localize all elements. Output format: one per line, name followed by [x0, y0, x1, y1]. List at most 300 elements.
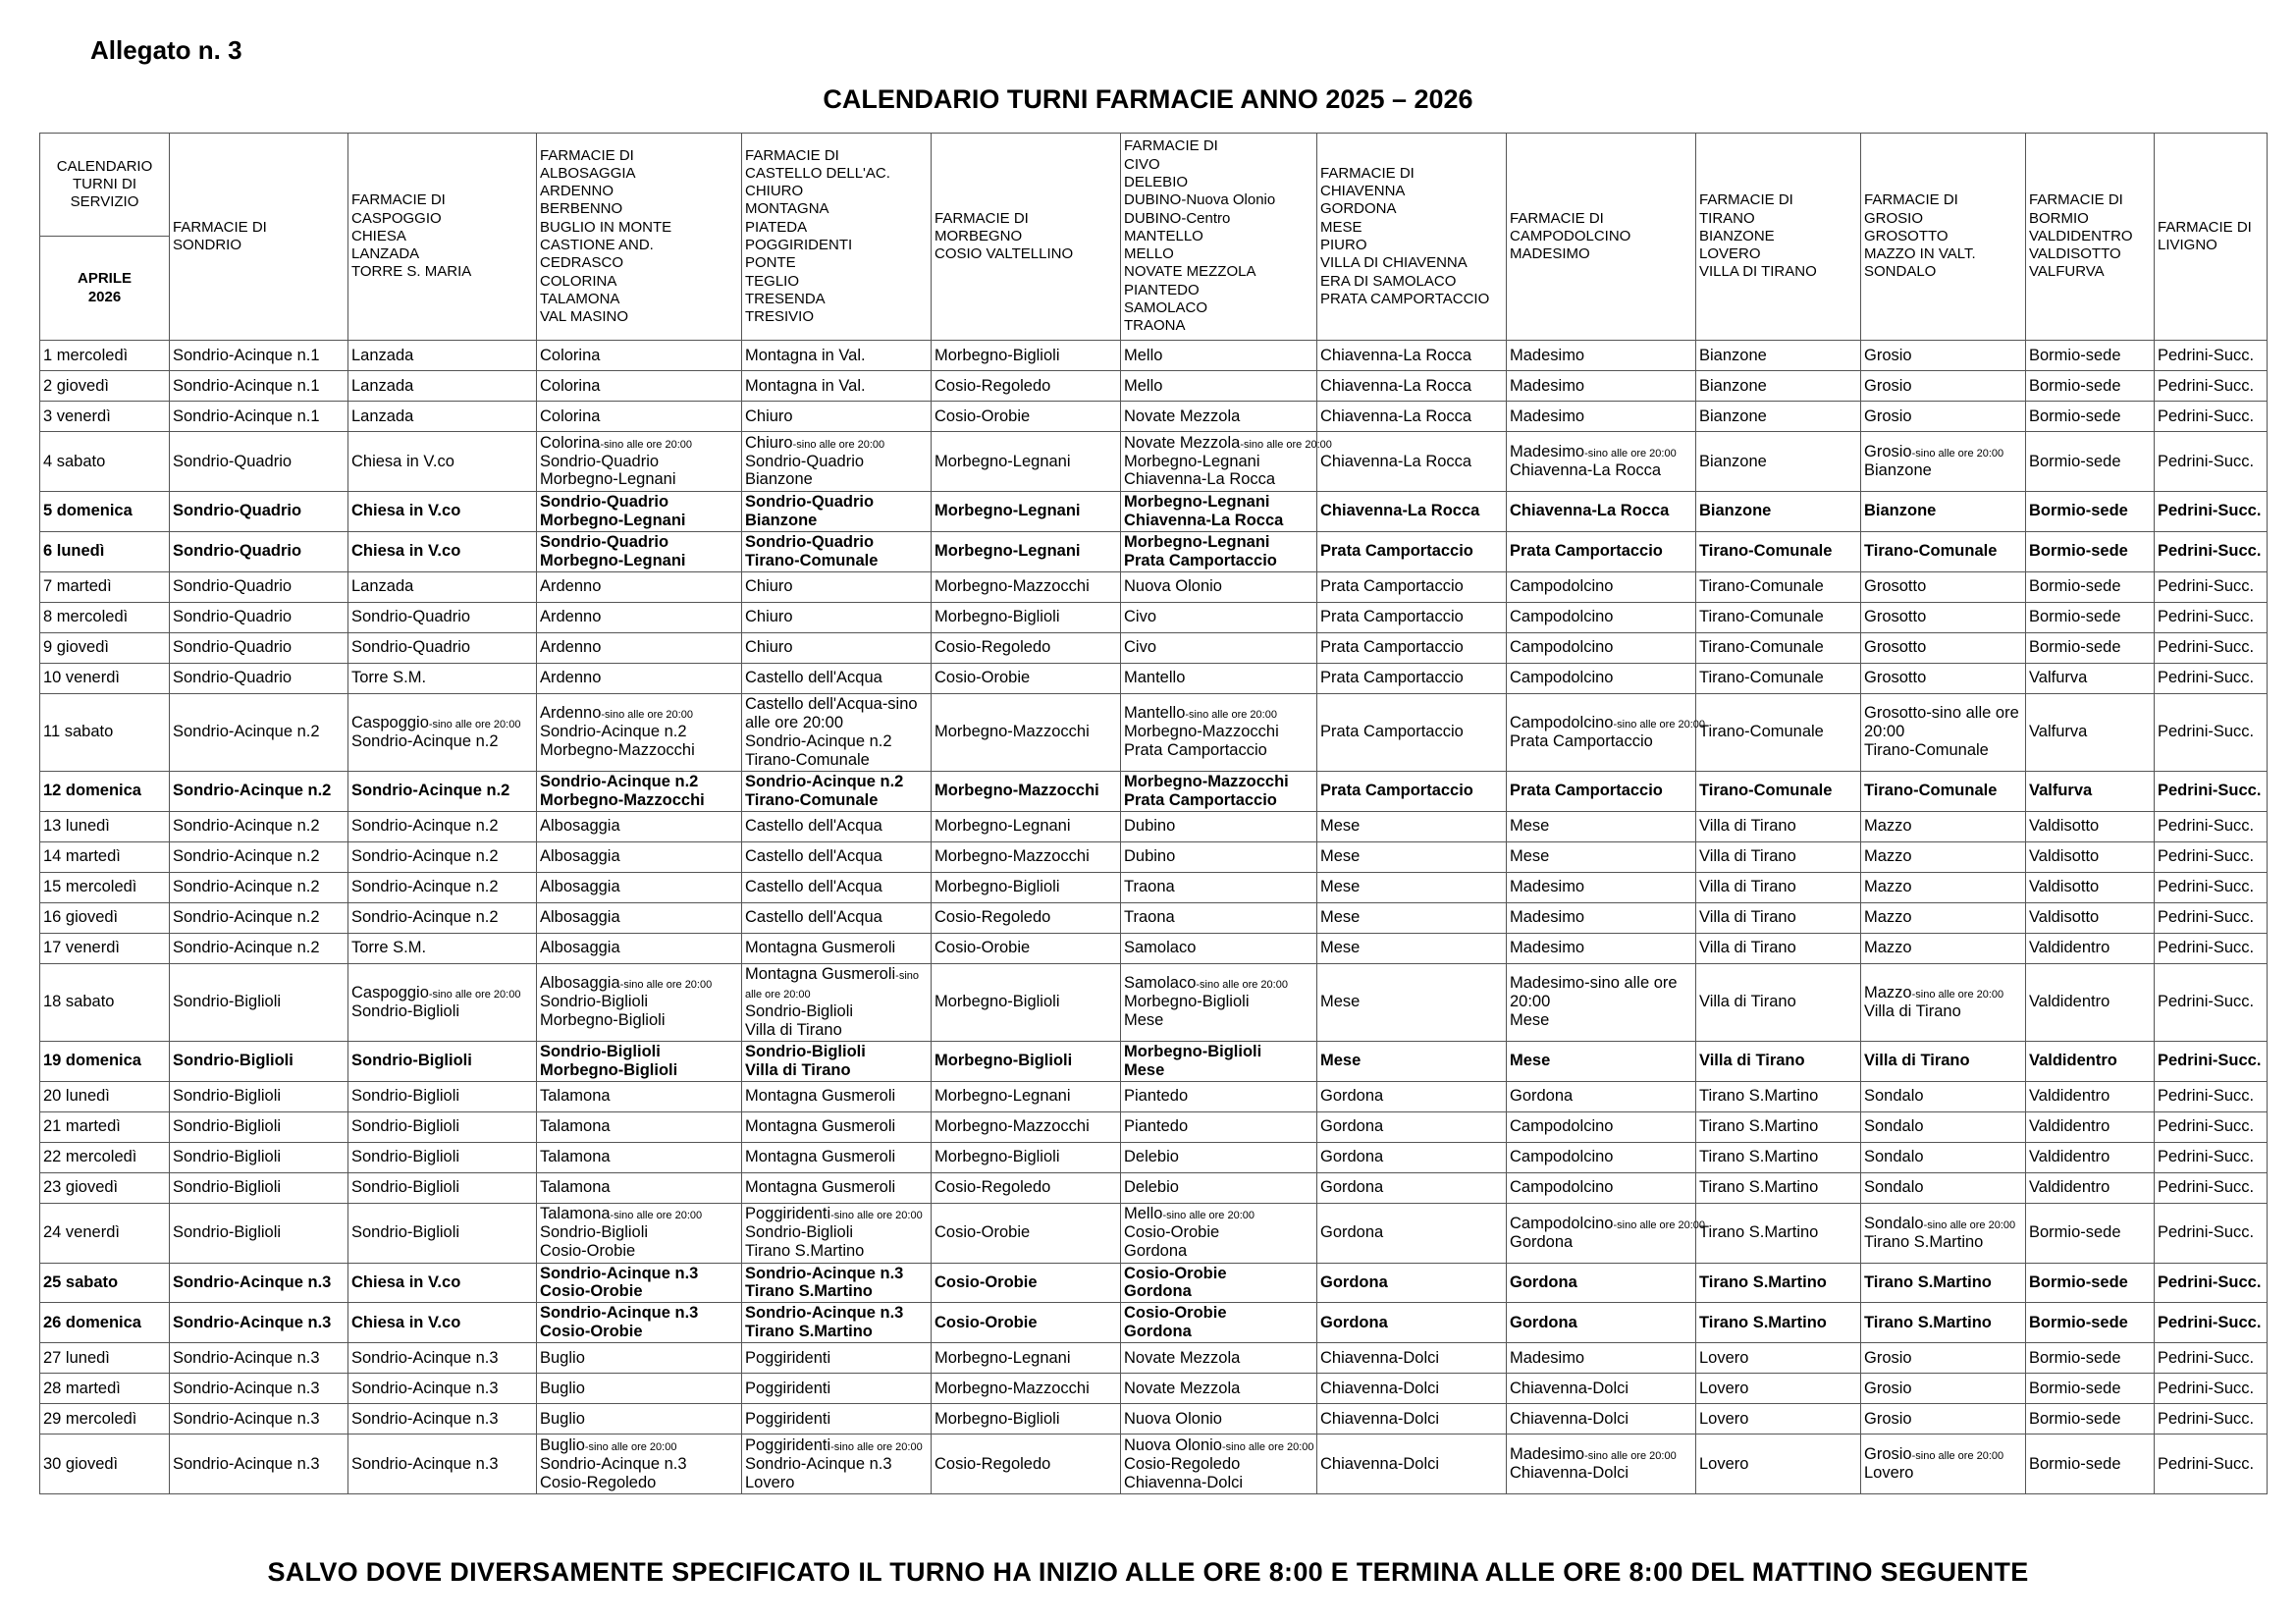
schedule-cell-line	[1124, 1436, 1313, 1455]
column-header-line: VALDIDENTRO	[2029, 227, 2133, 244]
schedule-cell: Tirano S.Martino	[1696, 1111, 1861, 1142]
schedule-cell: Sondrio-Quadrio	[170, 492, 348, 532]
schedule-cell: Valfurva	[2026, 693, 2155, 771]
schedule-cell-line: Sondrio-Acinque n.2	[540, 723, 687, 741]
schedule-cell-line: Sondrio-Biglioli	[745, 1223, 854, 1242]
schedule-cell: Albosaggia	[537, 933, 742, 963]
month-label-line: APRILE	[77, 270, 132, 288]
column-header-line: BUGLIO IN MONTE	[540, 218, 672, 236]
schedule-cell: Pedrini-Succ.	[2155, 402, 2268, 432]
schedule-cell: Cosio-Orobie	[932, 402, 1121, 432]
schedule-cell-line: Madesimo-sino alle ore	[1510, 974, 1678, 993]
schedule-cell-line: Morbegno-Biglioli	[1124, 993, 1250, 1011]
schedule-cell-line-main: Poggiridenti	[745, 1435, 831, 1454]
schedule-cell	[537, 1263, 742, 1303]
schedule-cell-line-main: Grosio	[1864, 1445, 1912, 1464]
day-cell: 24 venerdì	[40, 1203, 170, 1263]
schedule-cell	[537, 1041, 742, 1081]
schedule-cell: Ardenno	[537, 663, 742, 693]
schedule-cell	[742, 531, 932, 571]
schedule-cell: Pedrini-Succ.	[2155, 841, 2268, 872]
schedule-cell: Bianzone	[1696, 402, 1861, 432]
column-header-line: CHIURO	[745, 183, 804, 200]
schedule-cell-line: Lovero	[745, 1473, 795, 1491]
schedule-cell-line-main: Grosio	[1864, 443, 1912, 461]
schedule-cell-line-main: Samolaco	[1124, 974, 1197, 993]
schedule-cell: Tirano S.Martino	[1696, 1142, 1861, 1172]
schedule-cell: Sondrio-Quadrio	[170, 432, 348, 492]
schedule-cell: Sondrio-Biglioli	[170, 1111, 348, 1142]
schedule-cell: Morbegno-Legnani	[932, 1343, 1121, 1374]
schedule-cell	[742, 1041, 932, 1081]
schedule-cell: Bormio-sede	[2026, 492, 2155, 532]
schedule-cell	[1121, 1041, 1317, 1081]
schedule-cell-line: Morbegno-Legnani	[540, 551, 686, 569]
schedule-cell-time-note: -sino alle ore 20:00	[1240, 438, 1332, 451]
schedule-cell-line	[1124, 704, 1313, 723]
schedule-cell: Sondrio-Quadrio	[170, 571, 348, 602]
column-header-line: TRESENDA	[745, 290, 826, 307]
schedule-cell-line	[1124, 1205, 1313, 1223]
schedule-cell: Madesimo	[1507, 1343, 1696, 1374]
day-cell: 19 domenica	[40, 1041, 170, 1081]
column-header-line: ERA DI SAMOLACO	[1320, 272, 1457, 290]
schedule-cell: Chiesa in V.co	[348, 1303, 537, 1343]
schedule-cell-line: Villa di Tirano	[745, 1020, 842, 1039]
schedule-cell: Delebio	[1121, 1142, 1317, 1172]
schedule-cell-time-note: -sino alle ore 20:00	[1911, 988, 2004, 1001]
schedule-cell: Talamona	[537, 1081, 742, 1111]
schedule-cell: Sondrio-Acinque n.3	[170, 1404, 348, 1435]
schedule-cell-line: Sondrio-Biglioli	[745, 1042, 866, 1060]
day-cell: 4 sabato	[40, 432, 170, 492]
schedule-cell-line: Villa di Tirano	[745, 1060, 851, 1079]
day-cell: 10 venerdì	[40, 663, 170, 693]
schedule-cell: Lanzada	[348, 571, 537, 602]
schedule-cell	[1121, 771, 1317, 811]
schedule-cell: Mazzo	[1861, 902, 2026, 933]
schedule-cell-line-main: Sondalo	[1864, 1214, 1924, 1232]
schedule-cell: Mese	[1317, 902, 1507, 933]
schedule-cell-line	[745, 965, 928, 984]
schedule-cell	[1121, 1203, 1317, 1263]
schedule-cell: Morbegno-Biglioli	[932, 963, 1121, 1041]
schedule-cell: Morbegno-Legnani	[932, 531, 1121, 571]
schedule-cell: Sondalo	[1861, 1172, 2026, 1203]
schedule-cell: Cosio-Orobie	[932, 663, 1121, 693]
schedule-cell: Sondrio-Biglioli	[170, 1172, 348, 1203]
column-header-line: MELLO	[1124, 245, 1174, 263]
schedule-cell: Bormio-sede	[2026, 1203, 2155, 1263]
schedule-cell-line	[1510, 443, 1692, 461]
day-cell: 30 giovedì	[40, 1435, 170, 1494]
schedule-cell: Mese	[1317, 811, 1507, 841]
day-cell: 2 giovedì	[40, 371, 170, 402]
column-header-line: CAMPODOLCINO	[1510, 227, 1631, 244]
schedule-cell: Sondrio-Biglioli	[170, 1041, 348, 1081]
schedule-cell: Villa di Tirano	[1861, 1041, 2026, 1081]
schedule-cell: Chiavenna-La Rocca	[1317, 402, 1507, 432]
schedule-cell-line: Sondrio-Quadrio	[745, 532, 875, 551]
day-cell: 9 giovedì	[40, 632, 170, 663]
schedule-cell: Gordona	[1507, 1303, 1696, 1343]
schedule-cell: Villa di Tirano	[1696, 811, 1861, 841]
schedule-cell: Sondrio-Biglioli	[170, 1203, 348, 1263]
schedule-cell-line: Morbegno-Mazzocchi	[1124, 772, 1289, 790]
column-header-line: TRAONA	[1124, 317, 1186, 335]
table-row	[40, 1374, 2268, 1404]
schedule-cell: Chiavenna-Dolci	[1507, 1404, 1696, 1435]
schedule-cell-line	[351, 984, 533, 1002]
schedule-cell: Sondrio-Acinque n.1	[170, 341, 348, 371]
schedule-cell-line: Tirano S.Martino	[745, 1241, 865, 1260]
schedule-cell: Castello dell'Acqua	[742, 663, 932, 693]
column-header-line: FARMACIE DI	[2029, 191, 2123, 209]
calendar-label-cell	[40, 134, 170, 237]
schedule-cell: Cosio-Regoledo	[932, 371, 1121, 402]
column-header-6	[1121, 134, 1317, 341]
column-header-line: PIANTEDO	[1124, 281, 1200, 298]
column-header-3	[537, 134, 742, 341]
schedule-cell-line-main: Mello	[1124, 1205, 1163, 1223]
column-header-line: NOVATE MEZZOLA	[1124, 263, 1256, 281]
schedule-cell: Tirano S.Martino	[1696, 1081, 1861, 1111]
column-header-line: GROSIO	[1864, 209, 1924, 227]
schedule-cell-line: Mese	[1124, 1060, 1165, 1079]
table-row	[40, 402, 2268, 432]
calendar-label-line: TURNI DI	[73, 175, 136, 192]
schedule-cell: Prata Camportaccio	[1317, 771, 1507, 811]
schedule-cell: Grosio	[1861, 341, 2026, 371]
column-header-7	[1317, 134, 1507, 341]
schedule-cell: Sondalo	[1861, 1081, 2026, 1111]
schedule-cell-line: Sondrio-Quadrio	[540, 532, 669, 551]
schedule-cell-line	[1510, 713, 1706, 732]
column-header-line: DELEBIO	[1124, 173, 1189, 190]
schedule-cell-time-note: -sino alle ore 20:00	[1185, 709, 1277, 722]
schedule-cell: Cosio-Orobie	[932, 933, 1121, 963]
column-header-1	[170, 134, 348, 341]
column-header-line: CHIAVENNA	[1320, 183, 1406, 200]
schedule-cell-line: Sondrio-Quadrio	[540, 493, 669, 511]
schedule-cell	[537, 432, 742, 492]
calendar-label-line: CALENDARIO	[56, 157, 153, 175]
schedule-cell: Ardenno	[537, 632, 742, 663]
schedule-cell-time-note: -sino alle ore 20:00	[428, 718, 521, 731]
schedule-cell: Dubino	[1121, 811, 1317, 841]
column-header-line: FARMACIE DI	[351, 191, 446, 209]
schedule-cell-line: Sondrio-Biglioli	[540, 1042, 661, 1060]
column-header-line: DUBINO-Nuova Olonio	[1124, 191, 1276, 209]
column-header-line: MANTELLO	[1124, 227, 1203, 244]
schedule-cell-line: Sondrio-Acinque n.3	[745, 1304, 904, 1323]
schedule-cell: Sondrio-Biglioli	[348, 1111, 537, 1142]
schedule-cell-line-main: Campodolcino	[1510, 713, 1614, 731]
schedule-cell: Madesimo	[1507, 902, 1696, 933]
schedule-cell: Delebio	[1121, 1172, 1317, 1203]
page-title: CALENDARIO TURNI FARMACIE ANNO 2025 – 2026	[823, 84, 1473, 114]
schedule-cell: Gordona	[1507, 1263, 1696, 1303]
column-header-line: SONDRIO	[173, 237, 242, 253]
schedule-cell: Villa di Tirano	[1696, 872, 1861, 902]
schedule-cell: Mazzo	[1861, 933, 2026, 963]
schedule-cell-line: 20:00	[1510, 993, 1551, 1011]
schedule-cell: Colorina	[537, 341, 742, 371]
schedule-cell: Sondrio-Acinque n.1	[170, 371, 348, 402]
schedule-cell: Madesimo	[1507, 341, 1696, 371]
schedule-cell: Tirano S.Martino	[1861, 1263, 2026, 1303]
column-header-line: FARMACIE DI	[934, 209, 1029, 227]
table-row	[40, 1203, 2268, 1263]
schedule-cell-line: Cosio-Orobie	[1124, 1264, 1227, 1282]
schedule-cell	[348, 693, 537, 771]
schedule-cell: Morbegno-Mazzocchi	[932, 841, 1121, 872]
schedule-cell: Chiavenna-La Rocca	[1317, 371, 1507, 402]
day-cell: 11 sabato	[40, 693, 170, 771]
schedule-cell: Chiavenna-La Rocca	[1317, 492, 1507, 532]
schedule-cell: Sondrio-Biglioli	[348, 1142, 537, 1172]
schedule-cell-line: Sondrio-Acinque n.3	[745, 1264, 904, 1282]
schedule-cell: Madesimo	[1507, 933, 1696, 963]
schedule-cell-line	[540, 1436, 738, 1455]
schedule-cell: Valdisotto	[2026, 872, 2155, 902]
schedule-cell: Cosio-Regoledo	[932, 1172, 1121, 1203]
schedule-cell: Valdisotto	[2026, 841, 2155, 872]
schedule-cell-time-note: -sino alle ore 20:00	[830, 1210, 923, 1222]
schedule-cell: Pedrini-Succ.	[2155, 963, 2268, 1041]
column-header-9	[1696, 134, 1861, 341]
column-header-line: DUBINO-Centro	[1124, 209, 1231, 227]
schedule-cell-line: Tirano S.Martino	[1864, 1232, 1984, 1251]
schedule-cell: Pedrini-Succ.	[2155, 571, 2268, 602]
table-row	[40, 1081, 2268, 1111]
column-header-line: PONTE	[745, 254, 796, 272]
schedule-cell-line	[1510, 1214, 1706, 1233]
column-header-line: TORRE S. MARIA	[351, 263, 472, 281]
schedule-cell: Chiesa in V.co	[348, 531, 537, 571]
schedule-cell-line: Sondrio-Quadrio	[745, 452, 865, 470]
schedule-cell: Piantedo	[1121, 1111, 1317, 1142]
schedule-cell-line	[1864, 1445, 2022, 1464]
schedule-cell-line: Grosotto-sino alle ore	[1864, 704, 2019, 723]
column-header-line: BERBENNO	[540, 200, 623, 218]
table-row	[40, 1303, 2268, 1343]
schedule-cell: Mese	[1317, 1041, 1507, 1081]
column-header-line: VALDISOTTO	[2029, 245, 2121, 263]
schedule-cell-line-main: Caspoggio	[351, 713, 429, 731]
schedule-cell: Lovero	[1696, 1374, 1861, 1404]
schedule-cell-line: Gordona	[1510, 1232, 1574, 1251]
column-header-12	[2155, 134, 2268, 341]
schedule-cell: Pedrini-Succ.	[2155, 811, 2268, 841]
schedule-cell-line: Gordona	[1124, 1323, 1192, 1341]
schedule-cell-line: Mese	[1510, 1011, 1550, 1030]
schedule-cell-line: Sondrio-Acinque n.2	[745, 731, 892, 750]
schedule-cell-line: Prata Camportaccio	[1124, 741, 1267, 760]
table-header	[40, 134, 2268, 341]
schedule-cell-line: Morbegno-Legnani	[1124, 532, 1270, 551]
schedule-cell: Chiavenna-Dolci	[1317, 1343, 1507, 1374]
schedule-cell: Civo	[1121, 632, 1317, 663]
table-row	[40, 1343, 2268, 1374]
schedule-cell: Castello dell'Acqua	[742, 902, 932, 933]
schedule-cell	[742, 432, 932, 492]
column-header-line: FARMACIE DI	[173, 218, 267, 236]
schedule-cell-line: Cosio-Orobie	[540, 1241, 636, 1260]
schedule-cell-time-note: -sino alle ore 20:00	[601, 709, 693, 722]
day-cell: 8 mercoledì	[40, 602, 170, 632]
column-header-line: ARDENNO	[540, 183, 614, 200]
schedule-cell: Valdidentro	[2026, 1041, 2155, 1081]
day-cell: 6 lunedì	[40, 531, 170, 571]
schedule-cell: Sondrio-Biglioli	[170, 1081, 348, 1111]
schedule-cell	[1121, 693, 1317, 771]
schedule-cell: Madesimo	[1507, 872, 1696, 902]
column-header-line: SAMOLACO	[1124, 299, 1208, 317]
schedule-cell	[537, 1303, 742, 1343]
schedule-cell-time-note: -sino alle ore 20:00	[1613, 1218, 1706, 1231]
schedule-cell: Castello dell'Acqua	[742, 841, 932, 872]
schedule-cell	[1121, 492, 1317, 532]
schedule-cell: Cosio-Orobie	[932, 1203, 1121, 1263]
column-header-line: FARMACIE DI	[745, 146, 839, 164]
schedule-cell: Campodolcino	[1507, 602, 1696, 632]
schedule-cell: Cosio-Regoledo	[932, 632, 1121, 663]
schedule-cell: Gordona	[1317, 1303, 1507, 1343]
schedule-cell: Morbegno-Mazzocchi	[932, 1374, 1121, 1404]
schedule-cell	[742, 1203, 932, 1263]
schedule-cell	[1121, 1435, 1317, 1494]
schedule-cell: Pedrini-Succ.	[2155, 1374, 2268, 1404]
schedule-cell-line	[1510, 1445, 1692, 1464]
schedule-cell	[1861, 1435, 2026, 1494]
schedule-cell: Sondrio-Acinque n.3	[170, 1435, 348, 1494]
table-row	[40, 371, 2268, 402]
schedule-cell: Morbegno-Mazzocchi	[932, 771, 1121, 811]
column-header-line: TALAMONA	[540, 290, 620, 307]
schedule-cell	[537, 771, 742, 811]
schedule-cell: Chiavenna-La Rocca	[1317, 432, 1507, 492]
schedule-cell-line: Villa di Tirano	[1864, 1001, 1961, 1020]
schedule-cell-line: Tirano-Comunale	[1864, 741, 1989, 760]
schedule-cell-line: Gordona	[1124, 1282, 1192, 1301]
schedule-cell: Sondrio-Acinque n.2	[170, 902, 348, 933]
schedule-cell-time-note: -sino alle ore 20:00	[1221, 1440, 1314, 1453]
schedule-cell: Tirano S.Martino	[1696, 1263, 1861, 1303]
schedule-cell: Madesimo	[1507, 402, 1696, 432]
schedule-cell-line	[745, 434, 928, 453]
schedule-cell	[348, 963, 537, 1041]
schedule-cell-line: Cosio-Regoledo	[1124, 1454, 1241, 1473]
table-row	[40, 872, 2268, 902]
schedule-cell: Bormio-sede	[2026, 402, 2155, 432]
schedule-cell: Morbegno-Biglioli	[932, 1404, 1121, 1435]
schedule-cell: Mello	[1121, 341, 1317, 371]
schedule-cell: Dubino	[1121, 841, 1317, 872]
schedule-cell: Pedrini-Succ.	[2155, 1111, 2268, 1142]
schedule-cell-line: Morbegno-Biglioli	[540, 1060, 678, 1079]
schedule-cell: Valdisotto	[2026, 811, 2155, 841]
column-header-10	[1861, 134, 2026, 341]
schedule-cell-time-note: -sino alle ore 20:00	[1584, 1450, 1677, 1463]
schedule-cell-line: Sondrio-Quadrio	[540, 452, 660, 470]
schedule-cell: Lanzada	[348, 341, 537, 371]
column-header-line: PIATEDA	[745, 218, 808, 236]
schedule-cell: Sondrio-Biglioli	[348, 1041, 537, 1081]
table-row	[40, 1172, 2268, 1203]
column-header-line: MADESIMO	[1510, 245, 1590, 263]
schedule-cell: Grosio	[1861, 402, 2026, 432]
schedule-cell: Morbegno-Biglioli	[932, 341, 1121, 371]
schedule-cell	[1507, 1435, 1696, 1494]
schedule-cell-time-note: -sino alle ore 20:00	[428, 988, 521, 1001]
schedule-cell: Sondrio-Acinque n.2	[348, 771, 537, 811]
schedule-cell-line: Cosio-Orobie	[540, 1282, 643, 1301]
schedule-cell: Pedrini-Succ.	[2155, 1435, 2268, 1494]
schedule-cell: Novate Mezzola	[1121, 402, 1317, 432]
schedule-cell-line: Sondrio-Biglioli	[540, 993, 649, 1011]
schedule-cell: Morbegno-Legnani	[932, 492, 1121, 532]
schedule-cell-time-note: -sino	[895, 969, 920, 982]
schedule-cell: Valdidentro	[2026, 933, 2155, 963]
schedule-cell: Campodolcino	[1507, 663, 1696, 693]
day-cell: 21 martedì	[40, 1111, 170, 1142]
attachment-label: Allegato n. 3	[90, 35, 242, 65]
day-cell: 12 domenica	[40, 771, 170, 811]
schedule-cell: Campodolcino	[1507, 1111, 1696, 1142]
schedule-cell: Pedrini-Succ.	[2155, 602, 2268, 632]
schedule-cell	[1507, 693, 1706, 771]
schedule-cell: Pedrini-Succ.	[2155, 1203, 2268, 1263]
table-body	[40, 341, 2268, 1494]
column-header-line: MAZZO IN VALT.	[1864, 245, 1976, 263]
schedule-cell: Pedrini-Succ.	[2155, 371, 2268, 402]
column-header-line: TIRANO	[1699, 209, 1755, 227]
schedule-cell-line-main: Montagna Gusmeroli	[745, 964, 896, 983]
schedule-cell: Bianzone	[1696, 432, 1861, 492]
schedule-cell: Tirano-Comunale	[1861, 771, 2026, 811]
table-row	[40, 933, 2268, 963]
column-header-line: FARMACIE DI	[1864, 191, 1958, 209]
schedule-cell-line: Morbegno-Legnani	[1124, 452, 1260, 470]
column-header-line: VILLA DI CHIAVENNA	[1320, 254, 1468, 272]
schedule-cell-line: Tirano S.Martino	[745, 1323, 873, 1341]
column-header-line: PRATA CAMPORTACCIO	[1320, 290, 1490, 307]
schedule-cell: Civo	[1121, 602, 1317, 632]
schedule-cell-line-main: Mazzo	[1864, 983, 1912, 1001]
schedule-cell: Chiuro	[742, 402, 932, 432]
schedule-cell: Bianzone	[1696, 341, 1861, 371]
schedule-cell: Mese	[1507, 811, 1696, 841]
schedule-cell: Sondrio-Acinque n.3	[348, 1435, 537, 1494]
table-row	[40, 1263, 2268, 1303]
schedule-cell-line: Sondrio-Acinque n.3	[745, 1454, 892, 1473]
schedule-cell-line-main: Campodolcino	[1510, 1214, 1614, 1232]
schedule-cell: Bormio-sede	[2026, 632, 2155, 663]
schedule-cell: Campodolcino	[1507, 571, 1696, 602]
schedule-cell-line	[1124, 974, 1313, 993]
schedule-cell: Bormio-sede	[2026, 1435, 2155, 1494]
table-row	[40, 963, 2268, 1041]
schedule-cell: Villa di Tirano	[1696, 963, 1861, 1041]
table-row	[40, 663, 2268, 693]
schedule-cell: Morbegno-Biglioli	[932, 1041, 1121, 1081]
table-row	[40, 841, 2268, 872]
day-cell: 5 domenica	[40, 492, 170, 532]
schedule-cell: Sondrio-Biglioli	[348, 1081, 537, 1111]
schedule-cell	[742, 1303, 932, 1343]
schedule-cell-line-main: Colorina	[540, 433, 601, 452]
